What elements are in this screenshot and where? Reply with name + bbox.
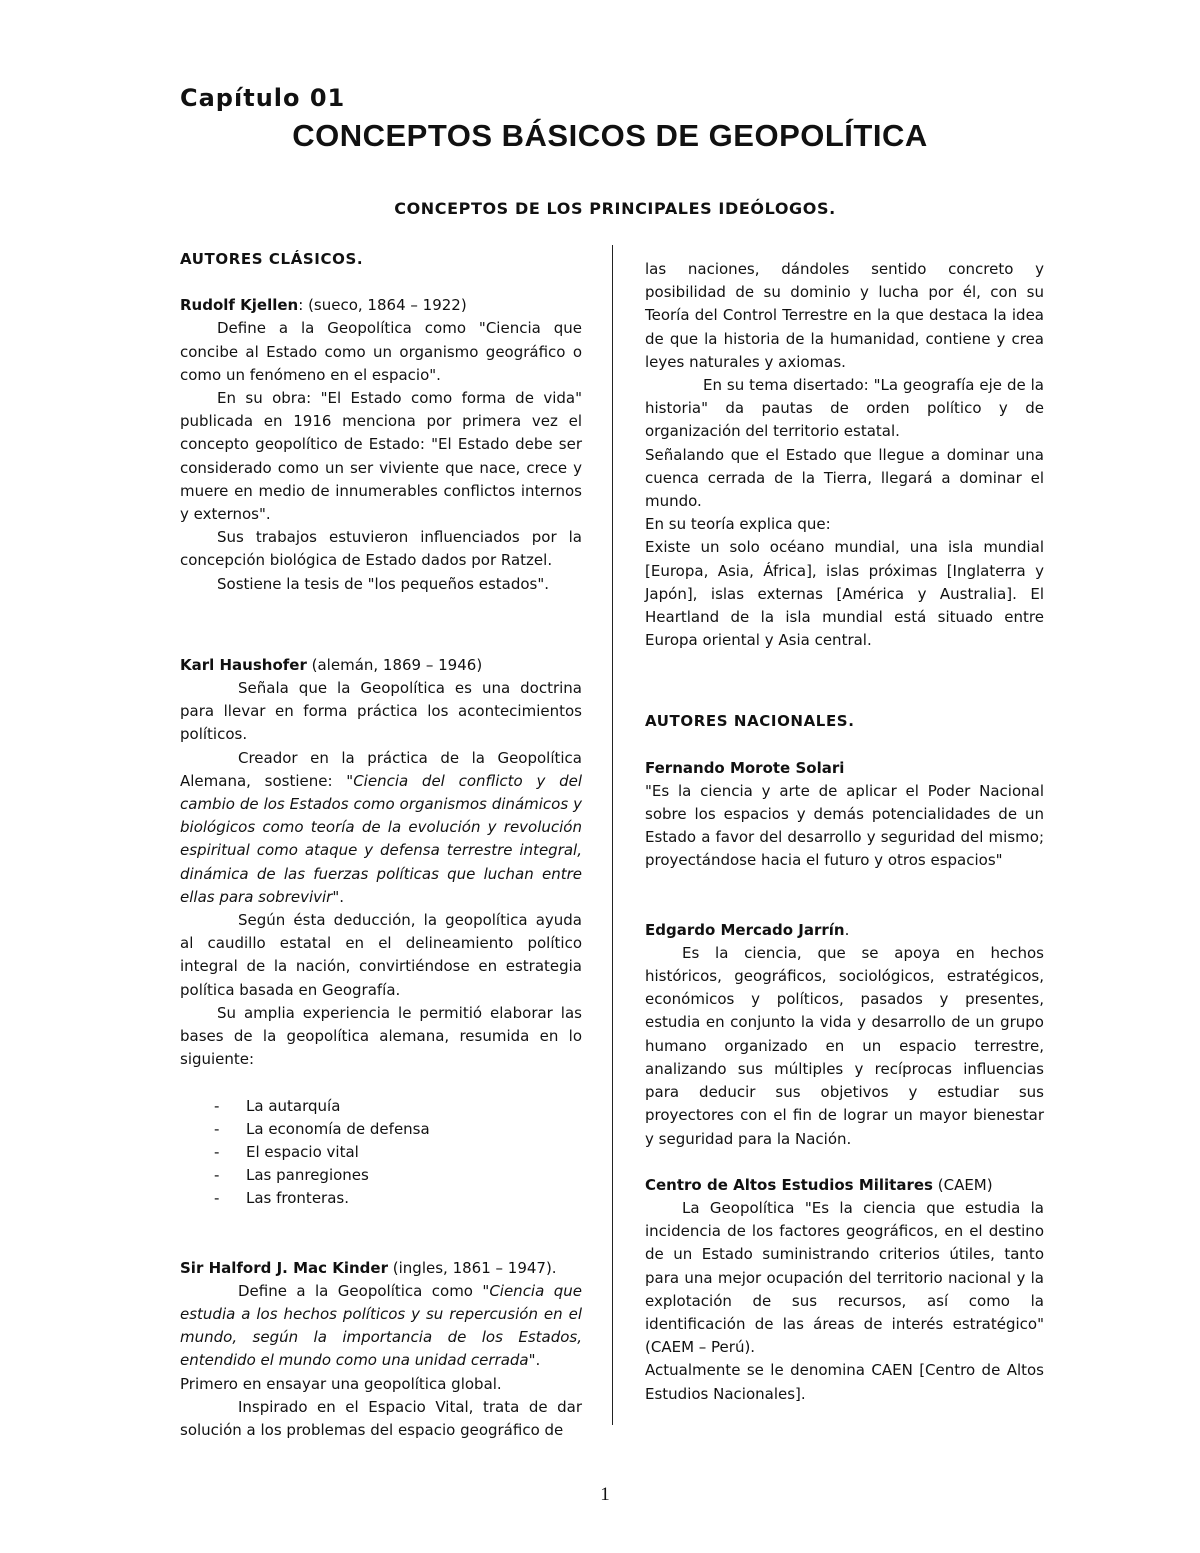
author-caem-heading [645, 1174, 1044, 1197]
paragraph: Sostiene la tesis de "los pequeños estados". [217, 574, 550, 593]
quote-italic: Ciencia del conflicto y del cambio de los Estados como organismos dinámicos y biológicos como teoría de la evolución y revolución espiritual como ataque y defensa terrestre integral, dinámica de las fuerzas políticas que luchan entre ellas para sobrevivir [180, 771, 582, 906]
author-meta: : (sueco, 1864 – 1922) [298, 296, 467, 315]
quote-lead: Define a la Geopolítica como " [238, 1281, 490, 1300]
author-name: Rudolf Kjellen [180, 296, 299, 315]
paragraph: Define a la Geopolítica como "Ciencia que concibe al Estado como un organismo geográfico o como un fenómeno en el espacio". [180, 319, 582, 384]
chapter-label: Capítulo 01 [180, 84, 346, 112]
paragraph: Su amplia experiencia le permitió elaborar las bases de la geopolítica alemana, resumida en lo siguiente: [180, 1003, 582, 1069]
author-name: Edgardo Mercado Jarrín [645, 920, 845, 939]
paragraph: Sus trabajos estuvieron influenciados por la concepción biológica de Estado dados por Ratzel. [180, 528, 582, 570]
right-column [645, 258, 1044, 1406]
paragraph: Primero en ensayar una geopolítica global. [180, 1374, 502, 1393]
quote-italic: Ciencia que estudia a los hechos políticos y su repercusión en el mundo, según la importancia de los Estados, entendido el mundo como una unidad cerrada [180, 1281, 582, 1370]
author-morote-heading: Fernando Morote Solari [645, 758, 845, 777]
page-subtitle: CONCEPTOS DE LOS PRINCIPALES IDEÓLOGOS. [394, 199, 836, 218]
author-mackinder-heading [180, 1257, 582, 1280]
section-title-classic: AUTORES CLÁSICOS. [180, 250, 364, 268]
paragraph: "Es la ciencia y arte de aplicar el Poder Nacional sobre los espacios y demás potencialidades de un Estado a favor del desarrollo y seguridad del mismo; proyectándose hacia el futuro y otros espacios" [645, 781, 1044, 870]
list-item: - El espacio vital [214, 1141, 582, 1164]
paragraph: Existe un solo océano mundial, una isla mundial [Europa, Asia, África], islas próximas [Inglaterra y Japón], islas externas [América y Australia]. El Heartland de la isla mundial está situado entre Europa oriental y Asia central. [645, 538, 1044, 650]
quote-lead: Creador en la práctica de la Geopolítica Alemana, sostiene: " [180, 748, 582, 790]
page-number: 1 [600, 1484, 610, 1505]
paragraph: En su tema disertado: "La geografía eje de la historia" da pautas de orden político y de organización del territorio estatal. [645, 376, 1044, 441]
author-name: Sir Halford J. Mac Kinder [180, 1258, 388, 1277]
list-item: - Las panregiones [214, 1164, 582, 1187]
author-meta: (ingles, 1861 – 1947). [388, 1258, 557, 1277]
author-meta: (alemán, 1869 – 1946) [306, 655, 483, 674]
author-meta: . [844, 920, 850, 939]
paragraph: Actualmente se le denomina CAEN [Centro de Altos Estudios Nacionales]. [645, 1361, 1044, 1403]
section-title-national: AUTORES NACIONALES. [645, 712, 855, 731]
quote-end: ". [528, 1351, 541, 1370]
paragraph: En su obra: "El Estado como forma de vida" publicada en 1916 menciona por primera vez el concepto geopolítico de Estado: "El Estado debe ser considerado como un ser viviente que nace, crece y muere en medio de innumerables conflictos internos y externos". [180, 389, 582, 524]
author-name: Centro de Altos Estudios Militares [645, 1175, 933, 1194]
author-kjellen-heading [180, 294, 582, 317]
author-meta: (CAEM) [932, 1175, 993, 1194]
quote-end: ". [332, 887, 345, 906]
paragraph: Señala que la Geopolítica es una doctrina para llevar en forma práctica los acontecimientos políticos. [180, 679, 582, 744]
list-item: - La autarquía [214, 1095, 582, 1118]
page-title: CONCEPTOS BÁSICOS DE GEOPOLÍTICA [292, 118, 928, 153]
column-divider [612, 245, 613, 1425]
left-column [180, 248, 582, 1442]
paragraph: Según ésta deducción, la geopolítica ayuda al caudillo estatal en el delineamiento político integral de la nación, convirtiéndose en estrategia política basada en Geografía. [180, 911, 582, 999]
list-item: - La economía de defensa [214, 1118, 582, 1141]
paragraph: En su teoría explica que: [645, 515, 831, 534]
paragraph: las naciones, dándoles sentido concreto y posibilidad de su dominio y lucha por él, con su Teoría del Control Terrestre en la que destaca la idea de que la historia de la humanidad, contiene y crea leyes naturales y axiomas. [645, 260, 1044, 371]
author-haushofer-heading [180, 654, 582, 677]
author-name: Karl Haushofer [180, 655, 307, 674]
paragraph: La Geopolítica "Es la ciencia que estudia la incidencia de los factores geográficos, en el destino de un Estado suministrando criterios útiles, tanto para una mejor ocupación del territorio nacional y la explotación de sus recursos, así como la identificación de las áreas de interés estratégico" (CAEM – Perú). [645, 1198, 1044, 1357]
paragraph: Señalando que el Estado que llegue a dominar una cuenca cerrada de la Tierra, llegará a dominar el mundo. [645, 445, 1044, 511]
paragraph: Inspirado en el Espacio Vital, trata de dar solución a los problemas del espacio geográfico de [180, 1397, 582, 1439]
list-item: - Las fronteras. [214, 1187, 582, 1210]
paragraph [180, 747, 582, 909]
author-mercado-heading [645, 919, 1044, 942]
paragraph [180, 1280, 582, 1373]
bullet-list [180, 1095, 582, 1211]
paragraph: Es la ciencia, que se apoya en hechos históricos, geográficos, sociológicos, estratégicos, económicos y políticos, pasados y presentes, estudia en conjunto la vida y desarrollo de un grupo humano organizado en un espacio terrestre, analizando sus múltiples y recíprocas influencias para deducir sus objetivos y estudiar sus proyectores con el fin de lograr un mayor bienestar y seguridad para la Nación. [645, 943, 1044, 1148]
